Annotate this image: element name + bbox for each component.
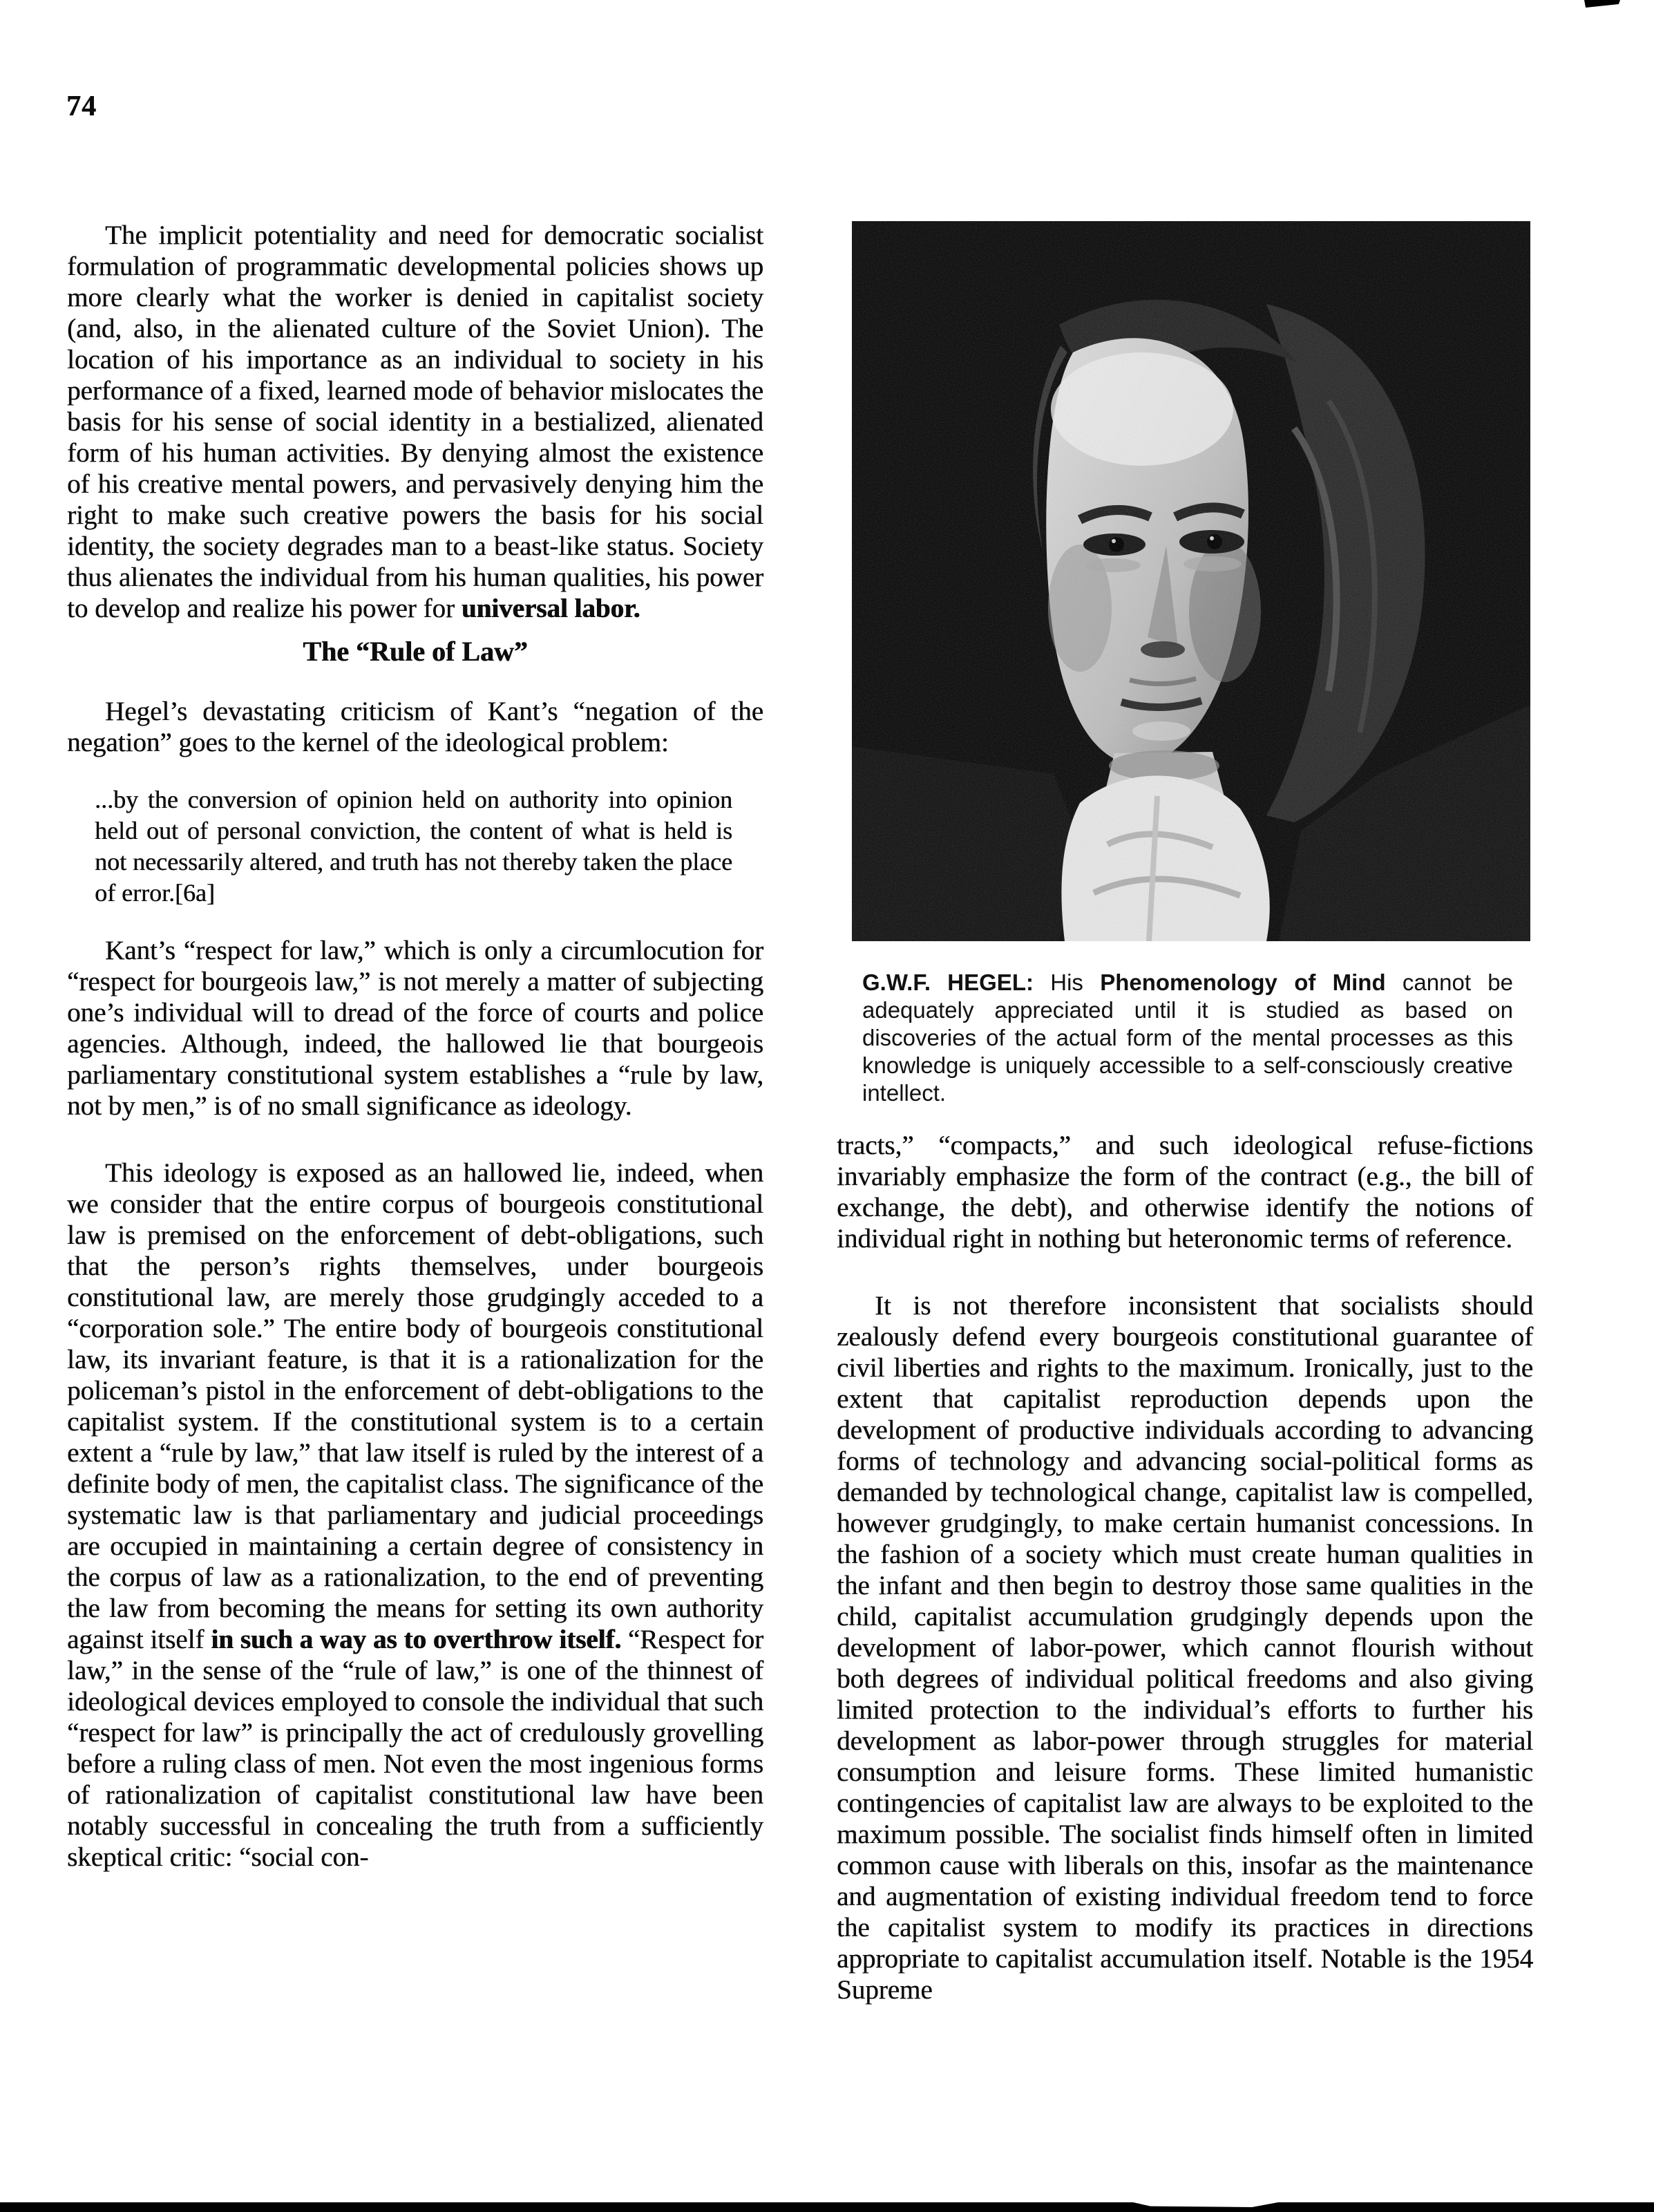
scan-artifact-top-right [1584, 0, 1620, 8]
paragraph-socialists-defend: It is not therefore inconsistent that socialists should zealously defend every bourgeois constitutional guarantee of civil liberties and rights to the maximum. Ironically, just to the extent that capitalist reproduction depends upon the development of productive individuals according to advancing forms of technology and advancing social-political forms as demanded by technological change, capitalist law is compelled, however grudgingly, to make certain humanist concessions. In the fashion of a society which must create human qualities in the infant and then begin to destroy those same qualities in the child, capitalist accumulation grudgingly depends upon the development of labor-power, which cannot flourish without both degrees of individual political freedoms and also giving limited protection to the individual’s efforts to further his development as labor-power through struggles for material consumption and leisure forms. These limited humanistic contingencies of capitalist law are always to be exploited to the maximum possible. The socialist finds himself often in limited common cause with liberals on this, insofar as the maintenance and augmentation of existing individual freedom tend to force the capitalist system to modify its practices in directions appropriate to capitalist accumulation itself. Notable is the 1954 Supreme [837, 1291, 1533, 2005]
scan-artifact-bottom-bar [0, 2202, 1654, 2212]
right-column [837, 1130, 1533, 2005]
blockquote-conversion-of-opinion: ...by the conversion of opinion held on authority into opinion held out of personal conviction, the content of what is held is not necessarily altered, and truth has not thereby taken the place of error.[6a] [95, 786, 732, 907]
paragraph-text: “Respect for law,” in the sense of the “rule of law,” is one of the thinnest of ideological devices employed to console the individual that such “respect for law” is principally the act of credulously grovelling before a ruling class of men. Not even the most ingenious forms of rationalization of capitalist constitutional law have been notably successful in concealing the truth from a sufficiently skeptical critic: “social con- [67, 1625, 763, 1872]
scan-artifact-bottom-notch [1133, 2202, 1278, 2207]
left-column [67, 220, 763, 1873]
paragraph-contracts-compacts: tracts,” “compacts,” and such ideological refuse-fictions invariably emphasize the form of the contract (e.g., the bill of exchange, the debt), and otherwise identify the notions of individual right in nothing but heteronomic terms of reference. [837, 1131, 1533, 1254]
caption-text: cannot be adequately appreciated until it is studied as based on discoveries of the actual form of the mental processes as this knowledge is uniquely accessible to a self-consciously creative intellect. [862, 970, 1513, 1106]
photo-caption [862, 969, 1513, 1107]
caption-work-title: Phenomenology of Mind [1100, 970, 1386, 995]
paragraph-ideology-exposed [67, 1157, 763, 1873]
hegel-portrait-photo [852, 221, 1530, 941]
paragraph-kants-respect-for-law: Kant’s “respect for law,” which is only a circumlocution for “respect for bourgeois law,” is not merely a matter of subjecting one’s individual will to dread of the force of courts and police agencies. Although, indeed, the hallowed lie that bourgeois parliamentary constitutional system establishes a “rule by law, not by men,” is of no small significance as ideology. [67, 936, 763, 1121]
caption-text: His [1033, 970, 1101, 995]
caption-speaker: G.W.F. HEGEL: [862, 970, 1034, 995]
section-heading-rule-of-law: The “Rule of Law” [303, 636, 528, 667]
page-number: 74 [66, 91, 97, 122]
bold-overthrow-itself: in such a way as to overthrow itself. [211, 1625, 621, 1654]
bold-universal-labor: universal labor. [461, 594, 640, 623]
paragraph-text: This ideology is exposed as an hallowed lie, indeed, when we consider that the entire corpus of bourgeois constitutional law is premised on the enforcement of debt-obligations, such that the person’s rights themselves, under bourgeois constitutional law, are merely those grudgingly acceded to a “corporation sole.” The entire body of bourgeois constitutional law, its invariant feature, is that it is a rationalization for the policeman’s pistol in the enforcement of debt-obligations to the capitalist system. If the constitutional system is to a certain extent a “rule by law,” that law itself is ruled by the interest of a definite body of men, the capitalist class. The significance of the systematic law is that parliamentary and judicial proceedings are occupied in maintaining a certain degree of consistency in the corpus of law as a rationalization, to the end of preventing the law from becoming the means for setting its own authority against itself [67, 1158, 763, 1654]
paragraph-hegel-criticism: Hegel’s devastating criticism of Kant’s “negation of the negation” goes to the kernel of the ideological problem: [67, 697, 763, 757]
hegel-portrait-illustration [852, 221, 1530, 941]
paragraph-text: The implicit potentiality and need for democratic socialist formulation of programmatic developmental policies shows up more clearly what the worker is denied in capitalist society (and, also, in the alienated culture of the Soviet Union). The location of his importance as an individual to society in his performance of a fixed, learned mode of behavior mislocates the basis for his sense of social identity in a bestialized, alienated form of his human activities. By denying almost the existence of his creative mental powers, and pervasively denying him the right to make such creative powers the basis for his social identity, the society degrades man to a beast-like status. Society thus alienates the individual from his human qualities, his power to develop and realize his power for [67, 220, 763, 623]
paragraph-implicit-potentiality [67, 220, 763, 624]
